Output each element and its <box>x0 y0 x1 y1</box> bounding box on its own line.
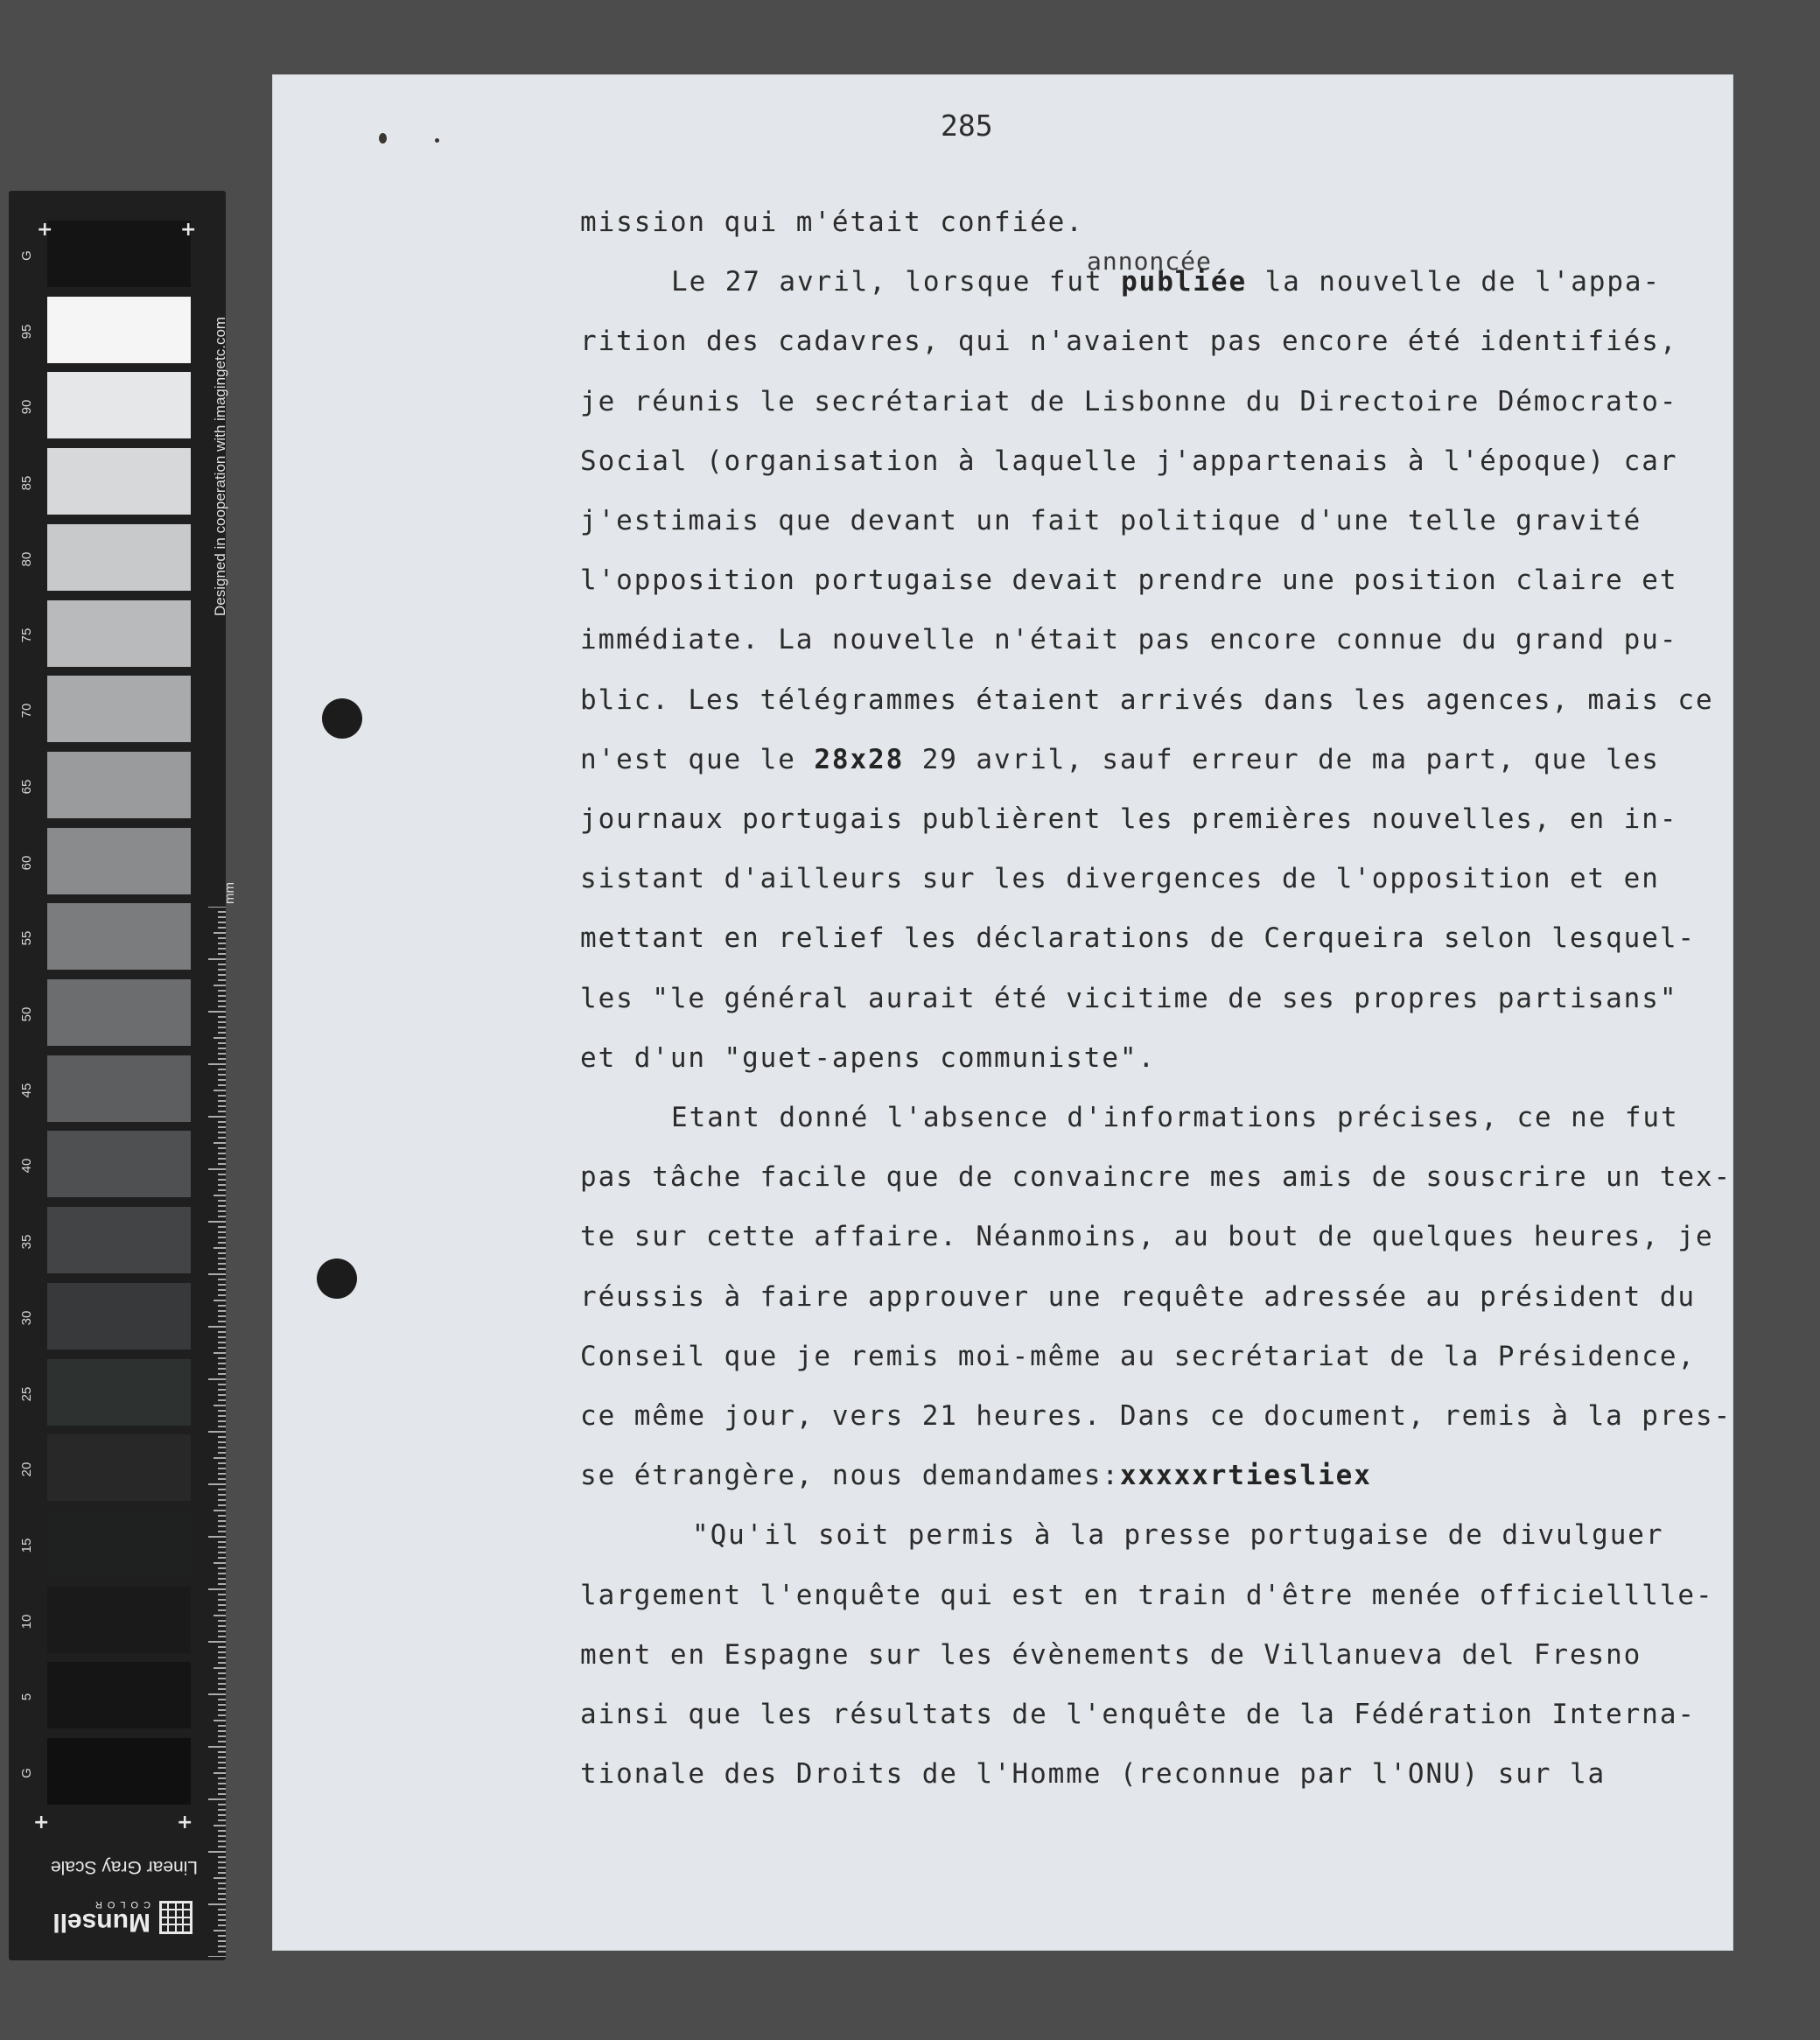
text-line: ainsi que les résultats de l'enquête de la Fédération Interna- <box>580 1699 1696 1730</box>
gray-patch-label: 70 <box>19 703 34 719</box>
gray-patch <box>47 676 191 742</box>
gray-patch <box>47 1434 191 1501</box>
plus-mark-bottom-right: + <box>177 1812 193 1833</box>
text-line: sistant d'ailleurs sur les divergences de l'opposition et en <box>580 863 1660 895</box>
gray-patch <box>47 600 191 667</box>
text-line: "Qu'il soit permis à la presse portugaise de divulguer <box>692 1519 1664 1552</box>
gray-patch-label: 25 <box>19 1386 34 1401</box>
text-line: rition des cadavres, qui n'avaient pas encore été identifiés, <box>580 326 1678 358</box>
gray-patch-label: 55 <box>19 930 34 946</box>
strip-credit: Designed in cooperation with imagingetc.com <box>212 316 228 616</box>
gray-patch <box>47 297 191 363</box>
ruler-unit-label: mm <box>222 882 237 904</box>
text-line: ce même jour, vers 21 heures. Dans ce document, remis à la pres- <box>580 1400 1732 1432</box>
text-line: tionale des Droits de l'Homme (reconnue par l'ONU) sur la <box>580 1758 1606 1791</box>
mm-ruler <box>206 907 226 1957</box>
punch-hole-lower <box>317 1258 357 1299</box>
brand-name: Munsell <box>52 1908 150 1938</box>
gray-patch-label: 20 <box>19 1462 34 1477</box>
munsell-logo <box>52 1893 192 1942</box>
gray-patch-label: 5 <box>19 1693 34 1701</box>
plus-mark-bottom-left: + <box>33 1812 50 1833</box>
gray-patch <box>47 979 191 1046</box>
gray-patch-label: 30 <box>19 1310 34 1326</box>
brand-sub: COLOR <box>89 1899 150 1910</box>
gray-patch-label: 50 <box>19 1006 34 1022</box>
gray-patch-label: 75 <box>19 627 34 642</box>
gray-patch-label: G <box>19 1768 34 1778</box>
text-line: mission qui m'était confiée. <box>580 207 1084 238</box>
text-line: je réunis le secrétariat de Lisbonne du Directoire Démocrato- <box>580 385 1678 417</box>
typed-page <box>273 75 1732 1950</box>
plus-mark-top-right: + <box>180 219 197 241</box>
gray-patch <box>47 903 191 970</box>
page-number: 285 <box>941 109 993 143</box>
gray-patch-label: 95 <box>19 324 34 340</box>
munsell-grid-icon <box>159 1901 192 1934</box>
struck-out-text: xxxxxrtiesliex <box>1119 1460 1372 1492</box>
gray-patch <box>47 1662 191 1728</box>
text-line: mettant en relief les déclarations de Cerqueira selon lesquel- <box>580 922 1696 955</box>
gray-patch <box>47 221 191 287</box>
struck-out-text: 28x28 <box>814 743 905 775</box>
text-line: pas tâche facile que de convaincre mes amis de souscrire un tex- <box>580 1161 1732 1194</box>
gray-scale-strip <box>9 191 237 1960</box>
text-line: largement l'enquête qui est en train d'être menée officielllle- <box>580 1579 1714 1611</box>
gray-patch <box>47 524 191 591</box>
ink-dot-small <box>435 138 439 143</box>
ink-dot <box>379 133 387 144</box>
scale-name: Linear Gray Scale <box>50 1857 199 1877</box>
gray-patch-label: 35 <box>19 1234 34 1250</box>
gray-patch <box>47 372 191 438</box>
text-line: immédiate. La nouvelle n'était pas encore connue du grand pu- <box>580 624 1678 656</box>
text-line: Conseil que je remis moi-même au secrétariat de la Présidence, <box>580 1340 1696 1372</box>
text-line: les "le général aurait été vicitime de ses propres partisans" <box>580 982 1678 1014</box>
gray-patch-label: 60 <box>19 855 34 870</box>
gray-patch <box>47 752 191 818</box>
gray-patch-label: 65 <box>19 779 34 795</box>
handwritten-correction: annoncée <box>1087 247 1212 276</box>
gray-patch-label: G <box>19 250 34 261</box>
gray-patch <box>47 1207 191 1273</box>
gray-patch <box>47 1738 191 1805</box>
gray-patch-label: 15 <box>19 1538 34 1553</box>
gray-patch-label: 10 <box>19 1614 34 1629</box>
text-line: réussis à faire approuver une requête adressée au président du <box>580 1280 1696 1313</box>
gray-patch-label: 40 <box>19 1159 34 1174</box>
gray-patch-label: 80 <box>19 551 34 567</box>
text-line: journaux portugais publièrent les premières nouvelles, en in- <box>580 803 1678 835</box>
plus-mark-top-left: + <box>37 219 53 241</box>
text-line: blic. Les télégrammes étaient arrivés dans les agences, mais ce <box>580 684 1714 716</box>
gray-patch <box>47 828 191 894</box>
gray-patch <box>47 1055 191 1122</box>
gray-patch-label: 85 <box>19 475 34 491</box>
text-line: se étrangère, nous demandames:xxxxxrtiesliex <box>580 1460 1372 1492</box>
gray-patch <box>47 1283 191 1349</box>
gray-patch-label: 45 <box>19 1083 34 1098</box>
text-line: Etant donné l'absence d'informations précises, ce ne fut <box>671 1102 1679 1133</box>
gray-patch <box>47 1131 191 1197</box>
gray-patch <box>47 448 191 515</box>
text-line: Social (organisation à laquelle j'appartenais à l'époque) car <box>580 445 1678 477</box>
text-line: Le 27 avril, lorsque fut publiée la nouvelle de l'appa- <box>671 266 1662 298</box>
text-line: l'opposition portugaise devait prendre une position claire et <box>580 564 1678 597</box>
gray-patch <box>47 1587 191 1653</box>
text-line: et d'un "guet-apens communiste". <box>580 1041 1157 1074</box>
gray-patch-label: 90 <box>19 400 34 415</box>
gray-patch <box>47 1511 191 1577</box>
text-line: ment en Espagne sur les évènements de Villanueva del Fresno <box>580 1638 1642 1671</box>
punch-hole-upper <box>322 698 362 739</box>
text-line: j'estimais que devant un fait politique d'une telle gravité <box>580 505 1642 536</box>
gray-patch <box>47 1359 191 1426</box>
struck-out-text: publiée <box>1121 266 1248 298</box>
text-line: te sur cette affaire. Néanmoins, au bout de quelques heures, je <box>580 1221 1714 1253</box>
text-line: n'est que le 28x28 29 avril, sauf erreur de ma part, que les <box>580 743 1660 775</box>
